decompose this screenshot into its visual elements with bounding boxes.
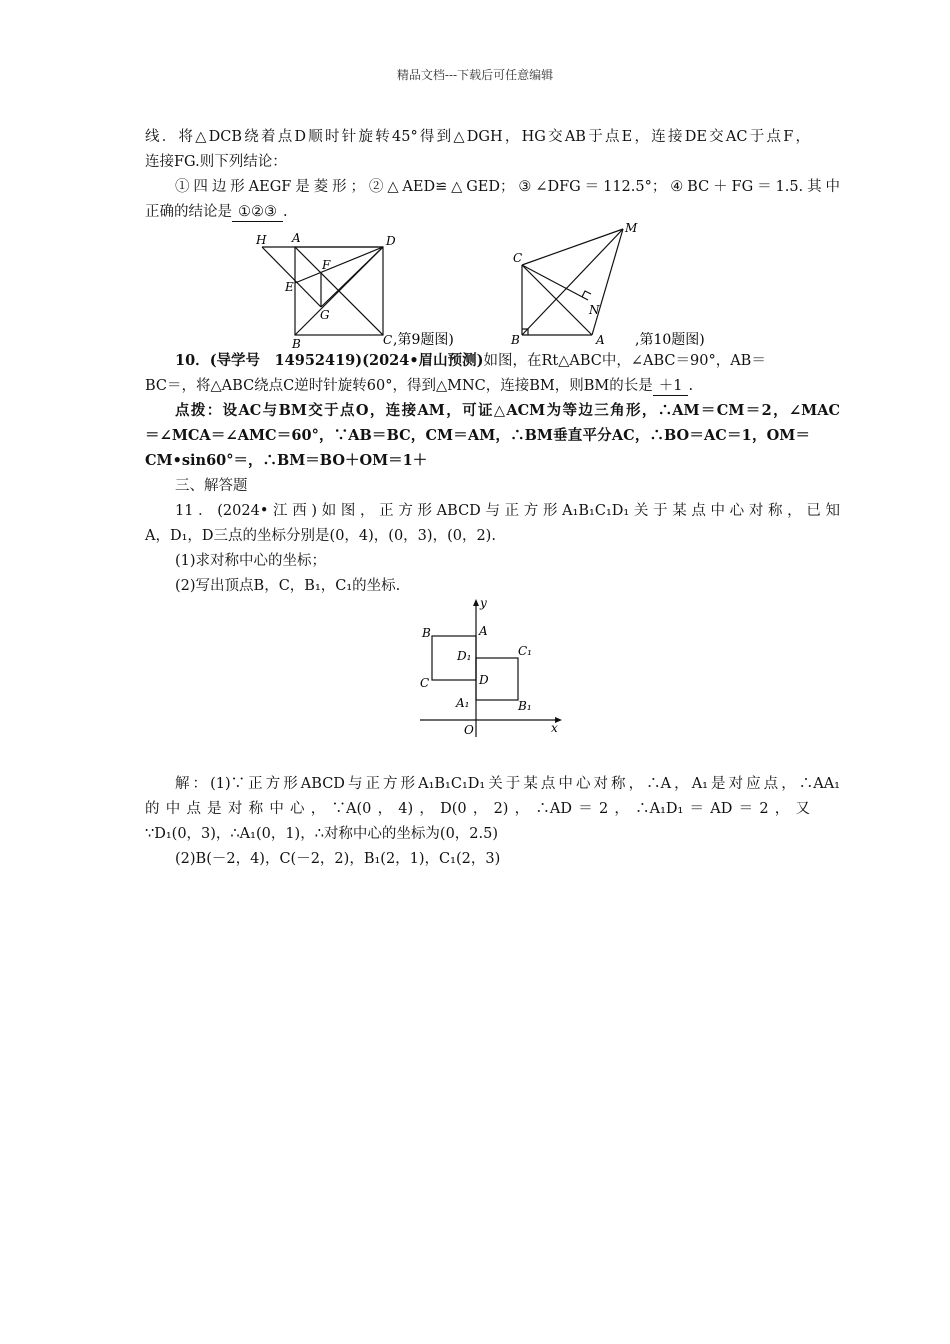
fig10-caption: ,第10题图) (635, 332, 705, 348)
fig9-line-hg (262, 247, 321, 307)
q10-line2 (145, 377, 810, 396)
q10-hint1: 点拨：设AC与BM交于点O，连接AM，可证△ACM为等边三角形，∴AM＝CM＝2，∠MAC (175, 402, 840, 419)
fig9-label: H (256, 233, 267, 247)
fig9-caption: ,第9题图) (393, 332, 454, 348)
q11-line2: A，D₁，D三点的坐标分别是(0，4)，(0，3)，(0，2). (145, 528, 496, 544)
q11-part2: (2)写出顶点B，C，B₁，C₁的坐标. (175, 578, 401, 594)
figure-9 (250, 225, 500, 350)
fig9-label: D (386, 234, 396, 248)
fig9-label: A (292, 231, 301, 245)
q9-answer-suffix: . (283, 204, 288, 220)
fig11-label: A (479, 624, 488, 638)
fig9-label: C (383, 333, 393, 347)
q9-answer-prefix: 正确的结论是 (145, 204, 232, 220)
fig11-label: D₁ (457, 649, 472, 663)
fig10-label: M (625, 221, 638, 235)
q11-solution-line1: 解：(1)∵正方形ABCD与正方形A₁B₁C₁D₁关于某点中心对称，∴A，A₁是对应点，∴AA₁ (175, 776, 840, 792)
q10-hint2: ＝∠MCA＝∠AMC＝60°，∵AB＝BC，CM＝AM，∴BM垂直平分AC，∴BO＝AC＝1，OM＝ (145, 427, 810, 444)
fig11-y-arrow (473, 599, 479, 606)
fig9-label: E (285, 280, 294, 294)
q9-line2: 连接FG.则下列结论： (145, 154, 287, 170)
q9-line1: 线．将△DCB绕着点D顺时针旋转45°得到△DGH，HG交AB于点E，连接DE交AC于点F， (145, 129, 810, 145)
fig10-label: A (596, 333, 605, 347)
figure-11 (410, 595, 570, 740)
q10-guide: (导学号 14952419)(2024•眉山预测) (209, 352, 484, 369)
fig11-label: B₁ (518, 699, 532, 713)
fig10-label: C (513, 251, 523, 265)
q9-line3: ①四边形AEGF是菱形；②△AED≌△GED；③∠DFG＝112.5°；④BC＋FG＝1.5.其中 (175, 179, 840, 195)
fig10-right-angle-n (582, 291, 591, 297)
section-heading: 三、解答题 (175, 478, 248, 494)
fig9-label: F (322, 258, 331, 272)
q10-stem2: BC＝，将△ABC绕点C逆时针旋转60°，得到△MNC，连接BM，则BM的长是 (145, 378, 653, 394)
fig9-label: B (292, 337, 301, 350)
q10-hint3: CM•sin60°＝，∴BM＝BO＋OM＝1＋ (145, 452, 428, 469)
q11-solution-line3: ∵D₁(0，3)，∴A₁(0，1)，∴对称中心的坐标为(0，2.5) (145, 826, 499, 842)
q10-line1 (145, 352, 840, 370)
fig9-label: G (320, 308, 330, 322)
fig11-label: C₁ (518, 644, 532, 658)
q9-answer: ①②③ (232, 203, 283, 222)
fig9-line-dg (321, 247, 383, 307)
q10-answer-suffix: . (688, 378, 694, 394)
fig11-label: O (464, 723, 474, 737)
page-header: 精品文档---下载后可任意编辑 (396, 68, 554, 82)
q10-answer: ＋1 (653, 377, 689, 396)
q11-solution-line4: (2)B(－2，4)，C(－2，2)，B₁(2，1)，C₁(2，3) (175, 851, 501, 867)
q11-solution-line2: 的中点是对称中心，∵A(0，4)，D(0，2)，∴AD＝2，∴A₁D₁＝AD＝2，又 (145, 801, 810, 817)
fig10-side-cn (522, 265, 588, 300)
fig11-label: A₁ (456, 696, 470, 710)
fig11-label: C (420, 676, 430, 690)
fig9-line-de (295, 247, 383, 283)
q10-number: 10． (175, 352, 210, 369)
q11-line1: 11．(2024•江西)如图，正方形ABCD与正方形A₁B₁C₁D₁关于某点中心对称，已知 (175, 503, 840, 519)
fig10-label: B (511, 333, 520, 347)
fig11-label: y (480, 596, 487, 610)
figure-10 (505, 218, 755, 350)
q10-stem: 如图，在Rt△ABC中，∠ABC＝90°，AB＝ (483, 353, 766, 369)
q11-part1: (1)求对称中心的坐标； (175, 553, 327, 569)
fig11-label: D (479, 673, 489, 687)
fig10-label: N (589, 303, 600, 317)
fig11-label: B (422, 626, 431, 640)
fig10-side-cm (522, 229, 623, 265)
fig11-label: x (551, 721, 558, 735)
